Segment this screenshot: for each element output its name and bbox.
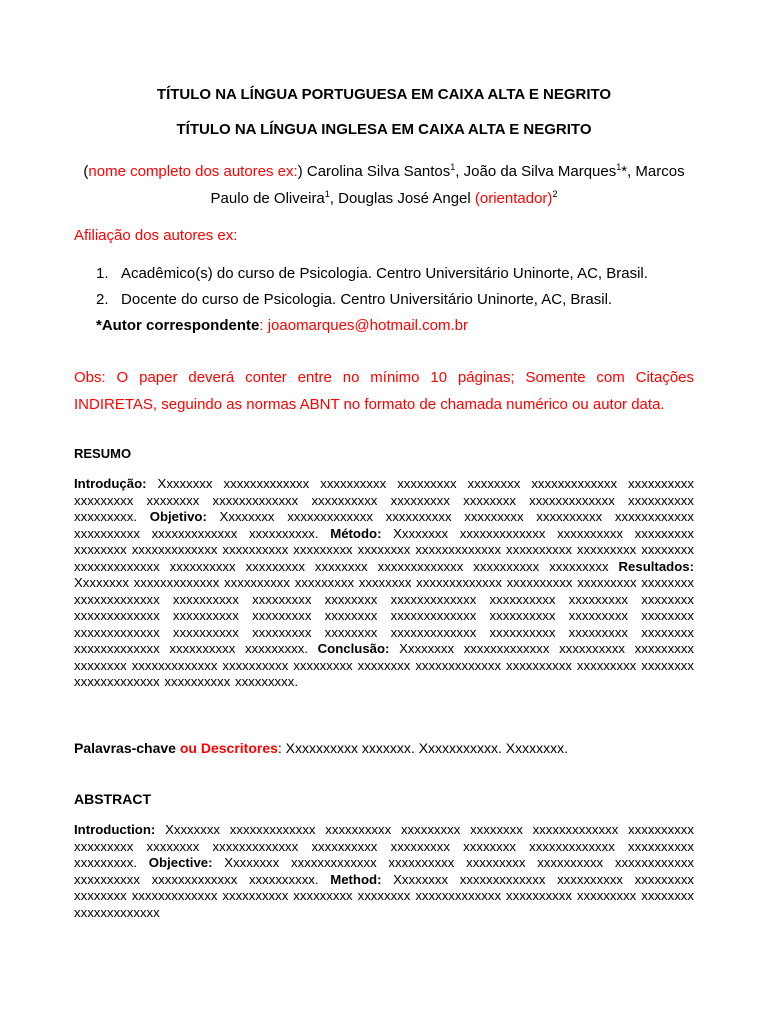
author-4: , Douglas José Angel	[329, 190, 475, 207]
abstract-obj-text: Xxxxxxxx xxxxxxxxxxxxx xxxxxxxxxx xxxxxxxxx xxxxxxxxxx xxxxxxxxxxxx xxxxxxxxxx xxxxxxxxxxxxx xxxxxxxxxx.	[74, 855, 695, 887]
authors-close-paren: )	[297, 163, 303, 180]
resumo-obj-label: Objetivo:	[149, 509, 207, 524]
affiliation-item-number: 1.	[96, 265, 109, 282]
author-3-affil: 1	[324, 189, 330, 199]
keywords-line	[74, 740, 568, 757]
affiliation-item-1	[96, 265, 648, 283]
author-2: , João da Silva Marques	[455, 163, 617, 180]
author-4-affil: 2	[552, 189, 558, 199]
keywords-label: Palavras-chave	[74, 740, 176, 756]
affiliation-item-text: Docente do curso de Psicologia. Centro Universitário Uninorte, AC, Brasil.	[121, 291, 613, 308]
abstract-intro-text: Xxxxxxxx xxxxxxxxxxxxx xxxxxxxxxx xxxxxxxxx xxxxxxxx xxxxxxxxxxxxx xxxxxxxxxx xxxxxxxxx xxxxxxxx xxxxxxxxxxxxx xxxxxxxxxx xxxxxxxxx xxxxxxxx xxxxxxxxxxxxx xxxxxxxxxx xxxxxxxxx.	[74, 822, 694, 870]
affiliation-heading: Afiliação dos autores ex:	[74, 227, 238, 244]
obs-line-2: INDIRETAS, seguindo as normas ABNT no formato de chamada numérico ou autor data.	[74, 396, 665, 413]
abstract-met-text: Xxxxxxxx xxxxxxxxxxxxx xxxxxxxxxx xxxxxxxxx xxxxxxxx xxxxxxxxxxxxx xxxxxxxxxx xxxxxxxxx xxxxxxxx xxxxxxxxxxxxx xxxxxxxxxx xxxxxxxxx xxxxxxxx xxxxxxxxxxxxx	[74, 871, 695, 920]
keywords-or-label: ou Descritores	[175, 740, 278, 756]
resumo-heading: RESUMO	[74, 446, 132, 461]
corresponding-author-email[interactable]: joaomarques@hotmail.com.br	[267, 317, 469, 334]
title-english: TÍTULO NA LÍNGUA INGLESA EM CAIXA ALTA E NEGRITO	[176, 121, 592, 138]
obs-line-1: Obs: O paper deverá conter entre no mínimo 10 páginas; Somente com Citações	[74, 369, 694, 386]
obs-note	[74, 364, 694, 418]
resumo-conc-label: Conclusão:	[317, 641, 390, 656]
resumo-res-text: Xxxxxxxx xxxxxxxxxxxxx xxxxxxxxxx xxxxxxxxx xxxxxxxx xxxxxxxxxxxxx xxxxxxxxxx xxxxxxxxx xxxxxxxx xxxxxxxxxxxxx xxxxxxxxxx xxxxxxxxx xxxxxxxx xxxxxxxxxxxxx xxxxxxxxxx xxxxxxxxx xxxxxxxx xxxxxxxxxxxxx xxxxxxxxxx xxxxxxxxx xxxxxxxx xxxxxxxxxxxxx xxxxxxxxxx xxxxxxxxx xxxxxxxx xxxxxxxxxxxxx xxxxxxxxxx xxxxxxxxx xxxxxxxx xxxxxxxxxxxxx xxxxxxxxxx xxxxxxxxx xxxxxxxx xxxxxxxxxxxxx xxxxxxxxxx xxxxxxxxx.	[74, 575, 694, 656]
abstract-paragraph	[74, 822, 694, 921]
title-portuguese: TÍTULO NA LÍNGUA PORTUGUESA EM CAIXA ALTA E NEGRITO	[156, 86, 612, 103]
corresponding-author	[96, 317, 468, 335]
authors-open-paren: (	[83, 163, 89, 180]
resumo-obj-text: Xxxxxxxx xxxxxxxxxxxxx xxxxxxxxxx xxxxxxxxx xxxxxxxxxx xxxxxxxxxxxx xxxxxxxxxx xxxxxxxxxxxxx xxxxxxxxxx.	[74, 509, 695, 541]
abstract-obj-label: Objective:	[148, 855, 213, 870]
affiliation-item-2	[96, 291, 612, 309]
keywords-text: Xxxxxxxxxx xxxxxxx. Xxxxxxxxxxx. Xxxxxxxx.	[281, 740, 569, 756]
abstract-met-label: Method:	[330, 871, 382, 887]
affiliation-item-number: 2.	[96, 291, 109, 308]
keywords-colon: :	[277, 740, 282, 756]
author-1: Carolina Silva Santos	[302, 163, 451, 180]
resumo-intro-label: Introdução:	[74, 476, 147, 491]
author-2-affil: 1	[616, 162, 622, 172]
abstract-intro-label: Introduction:	[74, 822, 156, 837]
resumo-conc-text: Xxxxxxxx xxxxxxxxxxxxx xxxxxxxxxx xxxxxxxxx xxxxxxxx xxxxxxxxxxxxx xxxxxxxxxx xxxxxxxxx xxxxxxxx xxxxxxxxxxxxx xxxxxxxxxx xxxxxxxxx xxxxxxxx xxxxxxxxxxxxx xxxxxxxxxx xxxxxxxxx.	[74, 641, 695, 689]
authors-line	[74, 158, 694, 212]
abstract-heading: ABSTRACT	[74, 791, 151, 807]
authors-note: nome completo dos autores ex:	[88, 163, 298, 180]
resumo-paragraph	[74, 476, 694, 691]
resumo-res-label: Resultados:	[618, 558, 694, 574]
affiliation-item-text: Acadêmico(s) do curso de Psicologia. Centro Universitário Uninorte, AC, Brasil.	[121, 265, 648, 282]
resumo-intro-text: Xxxxxxxx xxxxxxxxxxxxx xxxxxxxxxx xxxxxxxxx xxxxxxxx xxxxxxxxxxxxx xxxxxxxxxx xxxxxxxxx xxxxxxxx xxxxxxxxxxxxx xxxxxxxxxx xxxxxxxxx xxxxxxxx xxxxxxxxxxxxx xxxxxxxxxx xxxxxxxxx.	[74, 476, 694, 524]
author-1-affil: 1	[450, 162, 456, 172]
corresponding-author-label: *Autor correspondente	[96, 317, 260, 334]
resumo-met-text: Xxxxxxxx xxxxxxxxxxxxx xxxxxxxxxx xxxxxxxxx xxxxxxxx xxxxxxxxxxxxx xxxxxxxxxx xxxxxxxxx xxxxxxxx xxxxxxxxxxxxx xxxxxxxxxx xxxxxxxxx xxxxxxxx xxxxxxxxxxxxx xxxxxxxxxx xxxxxxxxx xxxxxxxx xxxxxxxxxxxxx xxxxxxxxxx xxxxxxxxx	[74, 525, 695, 574]
corresponding-author-colon: :	[259, 317, 268, 334]
orientador-note: (orientador)	[474, 190, 553, 207]
resumo-met-label: Método:	[330, 525, 382, 541]
author-3: *, Marcos Paulo de Oliveira	[210, 163, 685, 207]
